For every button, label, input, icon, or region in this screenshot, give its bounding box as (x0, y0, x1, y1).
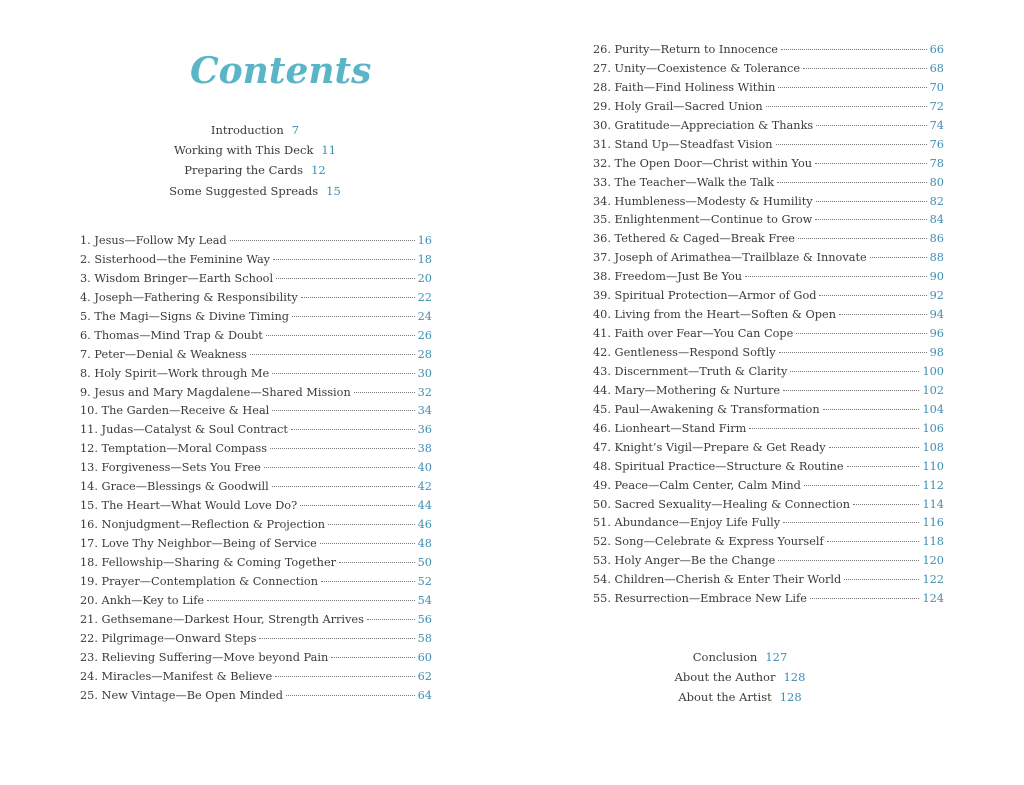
contents-entry[interactable] (593, 60, 944, 79)
entry-label: 55. Resurrection—Embrace New Life (593, 592, 807, 606)
entry-label: 18. Fellowship—Sharing & Coming Together (80, 555, 337, 569)
contents-entry[interactable] (593, 136, 944, 155)
contents-entry[interactable] (593, 98, 944, 117)
entry-page-number: 86 (929, 232, 944, 246)
dot-leader (291, 429, 415, 430)
entry-page-number: 64 (417, 688, 432, 702)
contents-entry[interactable] (80, 270, 432, 289)
entry-page-number: 110 (922, 459, 944, 473)
contents-entry[interactable] (593, 249, 944, 268)
entry-page-number: 48 (417, 537, 432, 550)
entry-page-number: 108 (922, 440, 944, 454)
entry-page-number: 56 (417, 612, 432, 626)
entry-label: 42. Gentleness—Respond Softly (593, 346, 776, 359)
dot-leader (339, 562, 415, 563)
entry-label: 13. Forgiveness—Sets You Free (80, 461, 261, 475)
dot-leader (292, 316, 415, 317)
contents-entry[interactable] (593, 420, 944, 439)
dot-leader (266, 335, 415, 336)
entry-label: 17. Love Thy Neighbor—Being of Service (80, 537, 317, 550)
entry-label: 12. Temptation—Moral Compass (80, 442, 268, 456)
entry-label: 27. Unity—Coexistence & Tolerance (593, 61, 801, 75)
entry-label: 3. Wisdom Bringer—Earth School (80, 271, 274, 285)
contents-entry[interactable] (640, 647, 840, 667)
entry-page-number: 76 (929, 137, 944, 151)
contents-entry[interactable] (80, 232, 432, 251)
dot-leader (847, 466, 920, 467)
contents-entry[interactable] (80, 478, 432, 497)
contents-entry[interactable] (130, 140, 380, 160)
entry-label: 39. Spiritual Protection—Armor of God (593, 289, 817, 303)
entry-label: 31. Stand Up—Steadfast Vision (593, 137, 773, 151)
contents-entry[interactable] (80, 668, 432, 687)
entry-label: Some Suggested Spreads (169, 183, 319, 198)
entry-page-number: 15 (326, 183, 341, 198)
contents-entry[interactable] (593, 439, 944, 458)
contents-entry[interactable] (80, 630, 432, 649)
dot-leader (270, 448, 415, 449)
dot-leader (853, 504, 919, 505)
entry-label: 16. Nonjudgment—Reflection & Projection (80, 518, 326, 532)
entry-label: 21. Gethsemane—Darkest Hour, Strength Arrives (80, 612, 364, 626)
dot-leader (815, 219, 926, 220)
entry-page-number: 24 (417, 309, 432, 323)
contents-entry[interactable] (593, 155, 944, 174)
entry-page-number: 120 (922, 554, 944, 568)
entry-page-number: 18 (417, 252, 432, 266)
entry-label: 45. Paul—Awakening & Transformation (593, 402, 820, 416)
dot-leader (331, 657, 414, 658)
dot-leader (272, 486, 415, 487)
contents-entry[interactable] (80, 573, 432, 592)
contents-entry[interactable] (593, 174, 944, 193)
dot-leader (250, 354, 415, 355)
entry-page-number: 34 (417, 404, 432, 418)
dot-leader (819, 295, 926, 296)
dot-leader (745, 276, 927, 277)
entry-page-number: 68 (929, 61, 944, 75)
dot-leader (815, 163, 927, 164)
contents-entry[interactable] (640, 687, 840, 707)
entry-page-number: 116 (922, 516, 944, 530)
contents-entry[interactable] (80, 365, 432, 384)
entry-page-number: 80 (929, 175, 944, 189)
dot-leader (816, 125, 926, 126)
entry-page-number: 82 (929, 194, 944, 208)
contents-entry[interactable] (593, 306, 944, 325)
dot-leader (276, 278, 415, 279)
entry-label: 10. The Garden—Receive & Heal (80, 404, 270, 418)
entry-page-number: 124 (922, 592, 944, 606)
entry-label: 28. Faith—Find Holiness Within (593, 80, 776, 94)
dot-leader (810, 598, 920, 599)
entry-label: 24. Miracles—Manifest & Believe (80, 669, 273, 683)
dot-leader (790, 371, 919, 372)
dot-leader (796, 333, 926, 334)
dot-leader (798, 238, 927, 239)
dot-leader (766, 106, 927, 107)
contents-entry[interactable] (80, 308, 432, 327)
entry-page-number: 44 (417, 499, 432, 513)
entry-page-number: 58 (417, 631, 432, 645)
entry-page-number: 40 (417, 461, 432, 475)
entry-page-number: 30 (417, 366, 432, 380)
back-matter-list (640, 647, 840, 708)
entry-label: 32. The Open Door—Christ within You (593, 156, 813, 170)
contents-entry[interactable] (593, 79, 944, 98)
entry-page-number: 28 (417, 347, 432, 361)
contents-entry[interactable] (80, 535, 432, 554)
dot-leader (328, 524, 415, 525)
dot-leader (273, 259, 415, 260)
dot-leader (816, 201, 927, 202)
entry-page-number: 32 (417, 385, 432, 399)
entry-label: 7. Peter—Denial & Weakness (80, 347, 247, 361)
entry-label: 30. Gratitude—Appreciation & Thanks (593, 118, 814, 132)
dot-leader (286, 695, 415, 696)
contents-list-left (80, 232, 432, 705)
entry-label: 26. Purity—Return to Innocence (593, 43, 778, 56)
entry-label: 23. Relieving Suffering—Move beyond Pain (80, 650, 329, 664)
entry-label: 37. Joseph of Arimathea—Trailblaze & Innovate (593, 251, 867, 265)
dot-leader (272, 373, 414, 374)
dot-leader (777, 182, 927, 183)
entry-page-number: 112 (922, 478, 944, 492)
dot-leader (301, 297, 415, 298)
contents-entry[interactable] (80, 649, 432, 668)
entry-label: 20. Ankh—Key to Life (80, 593, 205, 607)
entry-label: 50. Sacred Sexuality—Healing & Connection (593, 497, 850, 511)
contents-entry[interactable] (593, 514, 944, 533)
entry-page-number: 60 (417, 650, 432, 664)
page-title: Contents (190, 50, 372, 92)
entry-label: 6. Thomas—Mind Trap & Doubt (80, 328, 263, 342)
entry-label: 25. New Vintage—Be Open Minded (80, 688, 283, 702)
entry-label: 34. Humbleness—Modesty & Humility (593, 194, 813, 208)
entry-page-number: 128 (783, 670, 806, 685)
contents-entry[interactable] (593, 117, 944, 136)
entry-page-number: 128 (779, 690, 802, 705)
entry-page-number: 16 (417, 234, 432, 247)
entry-page-number: 54 (417, 593, 432, 607)
front-matter-list (130, 120, 380, 201)
contents-entry[interactable] (593, 193, 944, 212)
dot-leader (776, 144, 927, 145)
dot-leader (829, 447, 920, 448)
entry-label: Working with This Deck (173, 143, 314, 158)
dot-leader (827, 541, 920, 542)
entry-page-number: 102 (922, 383, 944, 397)
contents-entry[interactable] (593, 41, 944, 60)
entry-label: Preparing the Cards (184, 163, 304, 178)
entry-page-number: 74 (929, 118, 944, 132)
contents-entry[interactable] (593, 401, 944, 420)
entry-label: 40. Living from the Heart—Soften & Open (593, 308, 836, 322)
entry-page-number: 78 (929, 156, 944, 170)
contents-entry[interactable] (80, 459, 432, 478)
entry-page-number: 127 (765, 650, 788, 664)
dot-leader (321, 581, 415, 582)
contents-entry[interactable] (593, 458, 944, 477)
contents-entry[interactable] (593, 230, 944, 249)
entry-page-number: 84 (929, 213, 944, 227)
contents-entry[interactable] (593, 571, 944, 590)
entry-label: 51. Abundance—Enjoy Life Fully (593, 516, 781, 530)
contents-entry[interactable] (593, 533, 944, 552)
entry-page-number: 106 (922, 421, 944, 435)
entry-label: 4. Joseph—Fathering & Responsibility (80, 290, 298, 304)
dot-leader (320, 543, 415, 544)
contents-entry[interactable] (593, 268, 944, 287)
entry-label: 48. Spiritual Practice—Structure & Routine (593, 459, 844, 473)
entry-page-number: 62 (417, 669, 432, 683)
dot-leader (844, 579, 919, 580)
entry-label: Introduction (210, 123, 284, 137)
entry-page-number: 104 (922, 402, 944, 416)
entry-label: About the Artist (678, 690, 772, 705)
contents-entry[interactable] (593, 382, 944, 401)
entry-label: 22. Pilgrimage—Onward Steps (80, 631, 257, 645)
dot-leader (207, 600, 415, 601)
entry-label: 15. The Heart—What Would Love Do? (80, 499, 298, 513)
contents-entry[interactable] (80, 687, 432, 706)
dot-leader (749, 428, 919, 429)
contents-entry[interactable] (593, 325, 944, 344)
entry-page-number: 92 (929, 289, 944, 303)
dot-leader (259, 638, 414, 639)
entry-label: 9. Jesus and Mary Magdalene—Shared Mission (80, 385, 351, 399)
entry-page-number: 42 (417, 480, 432, 494)
contents-entry[interactable] (130, 181, 380, 201)
dot-leader (272, 410, 414, 411)
dot-leader (778, 560, 919, 561)
entry-page-number: 94 (929, 308, 944, 322)
entry-label: 52. Song—Celebrate & Express Yourself (593, 535, 824, 549)
contents-entry[interactable] (80, 289, 432, 308)
contents-list-right (593, 41, 944, 609)
entry-label: 35. Enlightenment—Continue to Grow (593, 213, 813, 227)
entry-page-number: 36 (417, 423, 432, 437)
entry-label: 5. The Magi—Signs & Divine Timing (80, 309, 289, 323)
dot-leader (839, 314, 927, 315)
entry-page-number: 52 (417, 574, 432, 588)
dot-leader (230, 240, 415, 241)
entry-label: 33. The Teacher—Walk the Talk (593, 175, 775, 189)
dot-leader (781, 49, 927, 50)
contents-entry[interactable] (593, 211, 944, 230)
entry-label: 36. Tethered & Caged—Break Free (593, 232, 795, 246)
entry-page-number: 38 (417, 442, 432, 456)
contents-entry[interactable] (593, 496, 944, 515)
dot-leader (264, 467, 415, 468)
entry-page-number: 98 (929, 346, 944, 359)
entry-page-number: 11 (321, 143, 337, 158)
contents-entry[interactable] (593, 287, 944, 306)
dot-leader (803, 68, 927, 69)
dot-leader (783, 522, 919, 523)
dot-leader (300, 505, 414, 506)
contents-entry[interactable] (593, 344, 944, 363)
entry-page-number: 22 (417, 290, 432, 304)
contents-entry[interactable] (593, 477, 944, 496)
entry-label: 49. Peace—Calm Center, Calm Mind (593, 478, 801, 492)
entry-label: 1. Jesus—Follow My Lead (80, 234, 227, 247)
entry-page-number: 114 (922, 497, 944, 511)
contents-entry[interactable] (80, 611, 432, 630)
contents-entry[interactable] (80, 327, 432, 346)
entry-page-number: 88 (929, 251, 944, 265)
entry-label: 2. Sisterhood—the Feminine Way (80, 252, 271, 266)
contents-entry[interactable] (80, 497, 432, 516)
entry-label: 19. Prayer—Contemplation & Connection (80, 574, 319, 588)
contents-entry[interactable] (130, 120, 380, 140)
entry-label: Conclusion (692, 650, 758, 664)
entry-page-number: 70 (929, 80, 944, 94)
entry-label: 29. Holy Grail—Sacred Union (593, 99, 763, 113)
entry-page-number: 26 (417, 328, 432, 342)
contents-entry[interactable] (80, 516, 432, 535)
entry-label: 41. Faith over Fear—You Can Cope (593, 327, 794, 341)
dot-leader (870, 257, 927, 258)
dot-leader (354, 392, 415, 393)
entry-page-number: 100 (922, 364, 944, 378)
entry-page-number: 96 (929, 327, 944, 341)
entry-label: About the Author (674, 670, 776, 685)
entry-page-number: 122 (922, 573, 944, 587)
entry-page-number: 7 (291, 123, 300, 137)
contents-entry[interactable] (80, 554, 432, 573)
contents-entry[interactable] (80, 346, 432, 365)
contents-entry[interactable] (80, 421, 432, 440)
entry-label: 11. Judas—Catalyst & Soul Contract (80, 423, 288, 437)
entry-label: 38. Freedom—Just Be You (593, 270, 743, 284)
entry-page-number: 12 (311, 163, 326, 178)
entry-label: 46. Lionheart—Stand Firm (593, 421, 747, 435)
contents-entry[interactable] (80, 384, 432, 403)
dot-leader (823, 409, 920, 410)
entry-page-number: 72 (929, 99, 944, 113)
dot-leader (783, 390, 919, 391)
entry-label: 14. Grace—Blessings & Goodwill (80, 480, 269, 494)
entry-label: 8. Holy Spirit—Work through Me (80, 366, 270, 380)
dot-leader (275, 676, 414, 677)
entry-page-number: 66 (929, 43, 944, 56)
contents-entry[interactable] (130, 160, 380, 180)
contents-entry[interactable] (593, 363, 944, 382)
contents-entry[interactable] (640, 667, 840, 687)
contents-entry[interactable] (80, 402, 432, 421)
contents-entry[interactable] (593, 590, 944, 609)
dot-leader (367, 619, 415, 620)
entry-label: 43. Discernment—Truth & Clarity (593, 364, 788, 378)
entry-page-number: 20 (417, 271, 432, 285)
contents-entry[interactable] (80, 592, 432, 611)
entry-page-number: 46 (417, 518, 432, 532)
entry-page-number: 50 (417, 555, 432, 569)
dot-leader (779, 352, 927, 353)
contents-entry[interactable] (593, 552, 944, 571)
entry-label: 53. Holy Anger—Be the Change (593, 554, 776, 568)
dot-leader (804, 485, 920, 486)
entry-label: 47. Knight’s Vigil—Prepare & Get Ready (593, 440, 826, 454)
entry-page-number: 90 (929, 270, 944, 284)
entry-label: 54. Children—Cherish & Enter Their World (593, 573, 842, 587)
entry-label: 44. Mary—Mothering & Nurture (593, 383, 781, 397)
contents-entry[interactable] (80, 440, 432, 459)
dot-leader (778, 87, 926, 88)
contents-entry[interactable] (80, 251, 432, 270)
entry-page-number: 118 (922, 535, 944, 549)
